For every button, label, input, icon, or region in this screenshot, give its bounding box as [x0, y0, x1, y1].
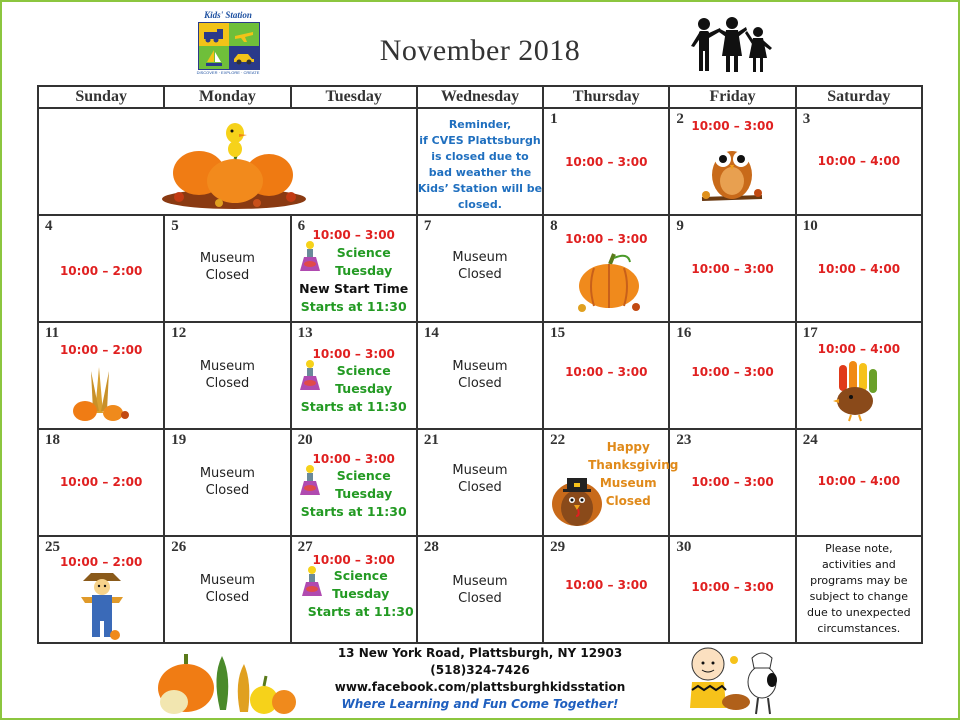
day-number: 6	[297, 218, 306, 234]
museum-closed-text	[165, 358, 289, 392]
day-cell	[164, 429, 290, 536]
hours-text: 10:00 – 3:00	[312, 452, 395, 466]
day-cell	[543, 322, 669, 429]
tuesday-label: Tuesday	[332, 586, 390, 601]
museum-label: Museum	[452, 574, 508, 589]
day-number: 12	[171, 325, 187, 341]
airplane-icon	[229, 23, 259, 46]
day-cell	[291, 536, 417, 643]
hours-text: 10:00 – 3:00	[691, 580, 774, 594]
phone-text: (518)324-7426	[430, 663, 530, 677]
day-cell	[38, 215, 164, 322]
day-cell	[796, 108, 922, 215]
hours-text: 10:00 – 3:00	[691, 365, 774, 379]
day-number: 9	[676, 218, 684, 234]
day-cell	[669, 108, 795, 215]
start-time-label: Starts at 11:30	[300, 504, 407, 519]
day-number: 20	[297, 432, 313, 448]
science-label: Science	[336, 468, 391, 483]
owl-icon	[698, 137, 766, 212]
hours-text: 10:00 – 3:00	[312, 228, 395, 242]
day-cell	[669, 322, 795, 429]
contact-footer	[300, 645, 660, 713]
tuesday-label: Tuesday	[335, 486, 393, 501]
start-time-label: Starts at 11:30	[307, 604, 414, 619]
day-number: 10	[802, 218, 818, 234]
day-number: 22	[550, 432, 566, 448]
train-icon	[199, 23, 229, 46]
day-cell	[417, 215, 543, 322]
footer-tagline: Where Learning and Fun Come Together!	[341, 697, 619, 711]
day-cell	[417, 429, 543, 536]
week-row	[38, 108, 922, 215]
day-cell	[543, 215, 669, 322]
day-number: 21	[423, 432, 439, 448]
note-line: programs may be	[810, 574, 908, 587]
page-title: November 2018	[379, 34, 581, 67]
day-cell	[417, 322, 543, 429]
hours-text: 10:00 – 2:00	[59, 343, 143, 357]
museum-label: Museum	[452, 359, 508, 374]
tuesday-label: Tuesday	[335, 263, 393, 278]
reminder-line: Reminder,	[448, 118, 512, 131]
week-row	[38, 536, 922, 643]
gourds-icon	[156, 646, 298, 721]
day-cell	[669, 429, 795, 536]
hours-text: 10:00 – 3:00	[565, 578, 648, 592]
day-cell	[164, 322, 290, 429]
day-number: 5	[171, 218, 179, 234]
note-line: activities and	[821, 558, 896, 571]
day-number: 26	[171, 539, 187, 555]
hours-text: 10:00 – 3:00	[691, 119, 774, 133]
day-cell	[543, 108, 669, 215]
day-number: 25	[45, 539, 60, 555]
weekday-tuesday: Tuesday	[291, 86, 417, 108]
reminder-line: if CVES Plattsburgh	[419, 134, 541, 147]
family-silhouette-icon	[690, 16, 774, 79]
museum-label: Museum	[199, 359, 255, 374]
day-cell	[669, 215, 795, 322]
day-number: 18	[45, 432, 60, 448]
day-cell	[417, 536, 543, 643]
day-cell	[543, 429, 679, 536]
happy-label: Happy	[606, 440, 650, 454]
hours-text: 10:00 – 2:00	[59, 555, 143, 569]
hours-text: 10:00 – 3:00	[691, 262, 774, 276]
calendar-grid	[37, 85, 923, 644]
museum-label: Museum	[199, 466, 255, 481]
museum-label: Museum	[199, 573, 255, 588]
week-row	[38, 322, 922, 429]
day-number: 27	[297, 539, 313, 555]
day-number: 1	[550, 111, 558, 127]
closed-label: Closed	[205, 590, 250, 605]
day-number: 30	[676, 539, 692, 555]
day-number: 8	[550, 218, 558, 234]
day-cell	[796, 215, 922, 322]
weekday-sunday: Sunday	[38, 86, 164, 108]
hours-text: 10:00 – 2:00	[59, 264, 143, 278]
day-number: 24	[802, 432, 818, 448]
weekday-wednesday: Wednesday	[417, 86, 543, 108]
thanksgiving-word: Thanksgiving	[588, 458, 679, 472]
note-line: subject to change	[809, 590, 909, 603]
day-cell	[164, 536, 290, 643]
logo-name: Kids' Station	[204, 10, 252, 20]
autumn-banner-cell	[38, 108, 417, 215]
day-number: 11	[45, 325, 60, 341]
day-cell	[291, 215, 417, 322]
museum-closed-text	[418, 358, 542, 392]
reminder-line: is closed due to	[431, 150, 529, 163]
day-number: 7	[423, 218, 432, 234]
day-cell	[164, 215, 290, 322]
science-label: Science	[336, 363, 391, 378]
closed-label: Closed	[205, 483, 250, 498]
logo-tagline: DISCOVER · EXPLORE · CREATE	[196, 70, 260, 75]
start-time-label: Starts at 11:30	[300, 399, 407, 414]
reminder-cell	[417, 108, 543, 215]
museum-label: Museum	[452, 250, 508, 265]
museum-closed-text	[165, 250, 289, 284]
weekday-friday: Friday	[669, 86, 795, 108]
note-line: circumstances.	[817, 622, 901, 635]
hours-text: 10:00 – 3:00	[691, 475, 774, 489]
day-cell	[669, 536, 795, 643]
weather-reminder	[418, 117, 542, 213]
note-line: due to unexpected	[807, 606, 911, 619]
facebook-link[interactable]: www.facebook.com/plattsburghkidsstation	[334, 680, 626, 694]
new-start-time-label: New Start Time	[299, 281, 409, 296]
day-number: 15	[550, 325, 566, 341]
reminder-line: closed.	[458, 198, 502, 211]
science-tuesday-label	[312, 362, 416, 398]
hours-text: 10:00 – 3:00	[312, 553, 395, 567]
day-number: 13	[297, 325, 313, 341]
hours-text: 10:00 – 4:00	[817, 342, 901, 356]
museum-closed-text	[418, 573, 542, 607]
day-cell	[796, 322, 922, 429]
kids-station-logo	[196, 10, 260, 78]
hours-text: 10:00 – 4:00	[817, 262, 901, 276]
charlie-brown-snoopy-icon	[684, 644, 784, 723]
museum-closed-text	[165, 465, 289, 499]
hours-text: 10:00 – 3:00	[565, 232, 648, 246]
logo-grid	[198, 22, 260, 70]
weekday-header-row	[38, 86, 922, 108]
pumpkin-patch-icon	[159, 113, 309, 216]
science-tuesday-label	[312, 244, 416, 280]
day-number: 2	[676, 111, 684, 127]
museum-label: Museum	[452, 463, 508, 478]
hours-text: 10:00 – 3:00	[565, 365, 648, 379]
science-tuesday-label	[312, 467, 416, 503]
day-number: 4	[45, 218, 53, 234]
day-cell	[38, 536, 164, 643]
closed-label: Closed	[205, 268, 250, 283]
day-number: 16	[676, 325, 692, 341]
pumpkin-icon	[574, 250, 644, 317]
day-number: 3	[802, 111, 811, 127]
address-text: 13 New York Road, Plattsburgh, NY 12903	[337, 646, 623, 660]
day-cell	[38, 429, 164, 536]
science-label: Science	[336, 245, 391, 260]
day-cell	[796, 429, 922, 536]
closed-label: Closed	[458, 480, 502, 495]
tuesday-label: Tuesday	[335, 381, 393, 396]
closed-label: Closed	[458, 267, 502, 282]
turkey-icon	[831, 359, 887, 428]
museum-label: Museum	[599, 476, 657, 490]
car-icon	[229, 46, 259, 69]
reminder-line: Kids’ Station will be	[417, 182, 543, 195]
closed-label: Closed	[205, 376, 250, 391]
museum-label: Museum	[199, 251, 255, 266]
museum-closed-text	[165, 572, 289, 606]
museum-closed-text	[418, 462, 542, 496]
weekday-saturday: Saturday	[796, 86, 922, 108]
day-number: 28	[423, 539, 439, 555]
closed-label: Closed	[458, 376, 502, 391]
museum-closed-text	[418, 249, 542, 283]
hours-text: 10:00 – 4:00	[817, 154, 901, 168]
day-number: 19	[171, 432, 187, 448]
closed-label: Closed	[458, 591, 502, 606]
weekday-monday: Monday	[164, 86, 290, 108]
hours-text: 10:00 – 4:00	[817, 474, 901, 488]
day-number: 17	[802, 325, 818, 341]
day-number: 29	[550, 539, 566, 555]
day-number: 14	[423, 325, 439, 341]
sailboat-icon	[199, 46, 229, 69]
day-cell	[38, 322, 164, 429]
day-number: 23	[676, 432, 692, 448]
science-label: Science	[333, 568, 388, 583]
science-tuesday-label	[306, 567, 416, 603]
day-cell	[291, 429, 417, 536]
weekday-thursday: Thursday	[543, 86, 669, 108]
closed-label: Closed	[605, 494, 651, 508]
scarecrow-icon	[79, 569, 125, 646]
day-cell	[291, 322, 417, 429]
week-row	[38, 429, 922, 536]
note-line: Please note,	[825, 542, 893, 555]
schedule-change-note	[797, 541, 921, 637]
hours-text: 10:00 – 3:00	[565, 155, 648, 169]
wheat-bundle-icon	[69, 363, 131, 428]
hours-text: 10:00 – 3:00	[312, 347, 395, 361]
day-cell	[543, 536, 669, 643]
hours-text: 10:00 – 2:00	[59, 475, 143, 489]
week-row	[38, 215, 922, 322]
note-cell	[796, 536, 922, 643]
start-time-label: Starts at 11:30	[300, 299, 407, 314]
reminder-line: bad weather the	[428, 166, 532, 179]
thanksgiving-label	[588, 438, 679, 510]
